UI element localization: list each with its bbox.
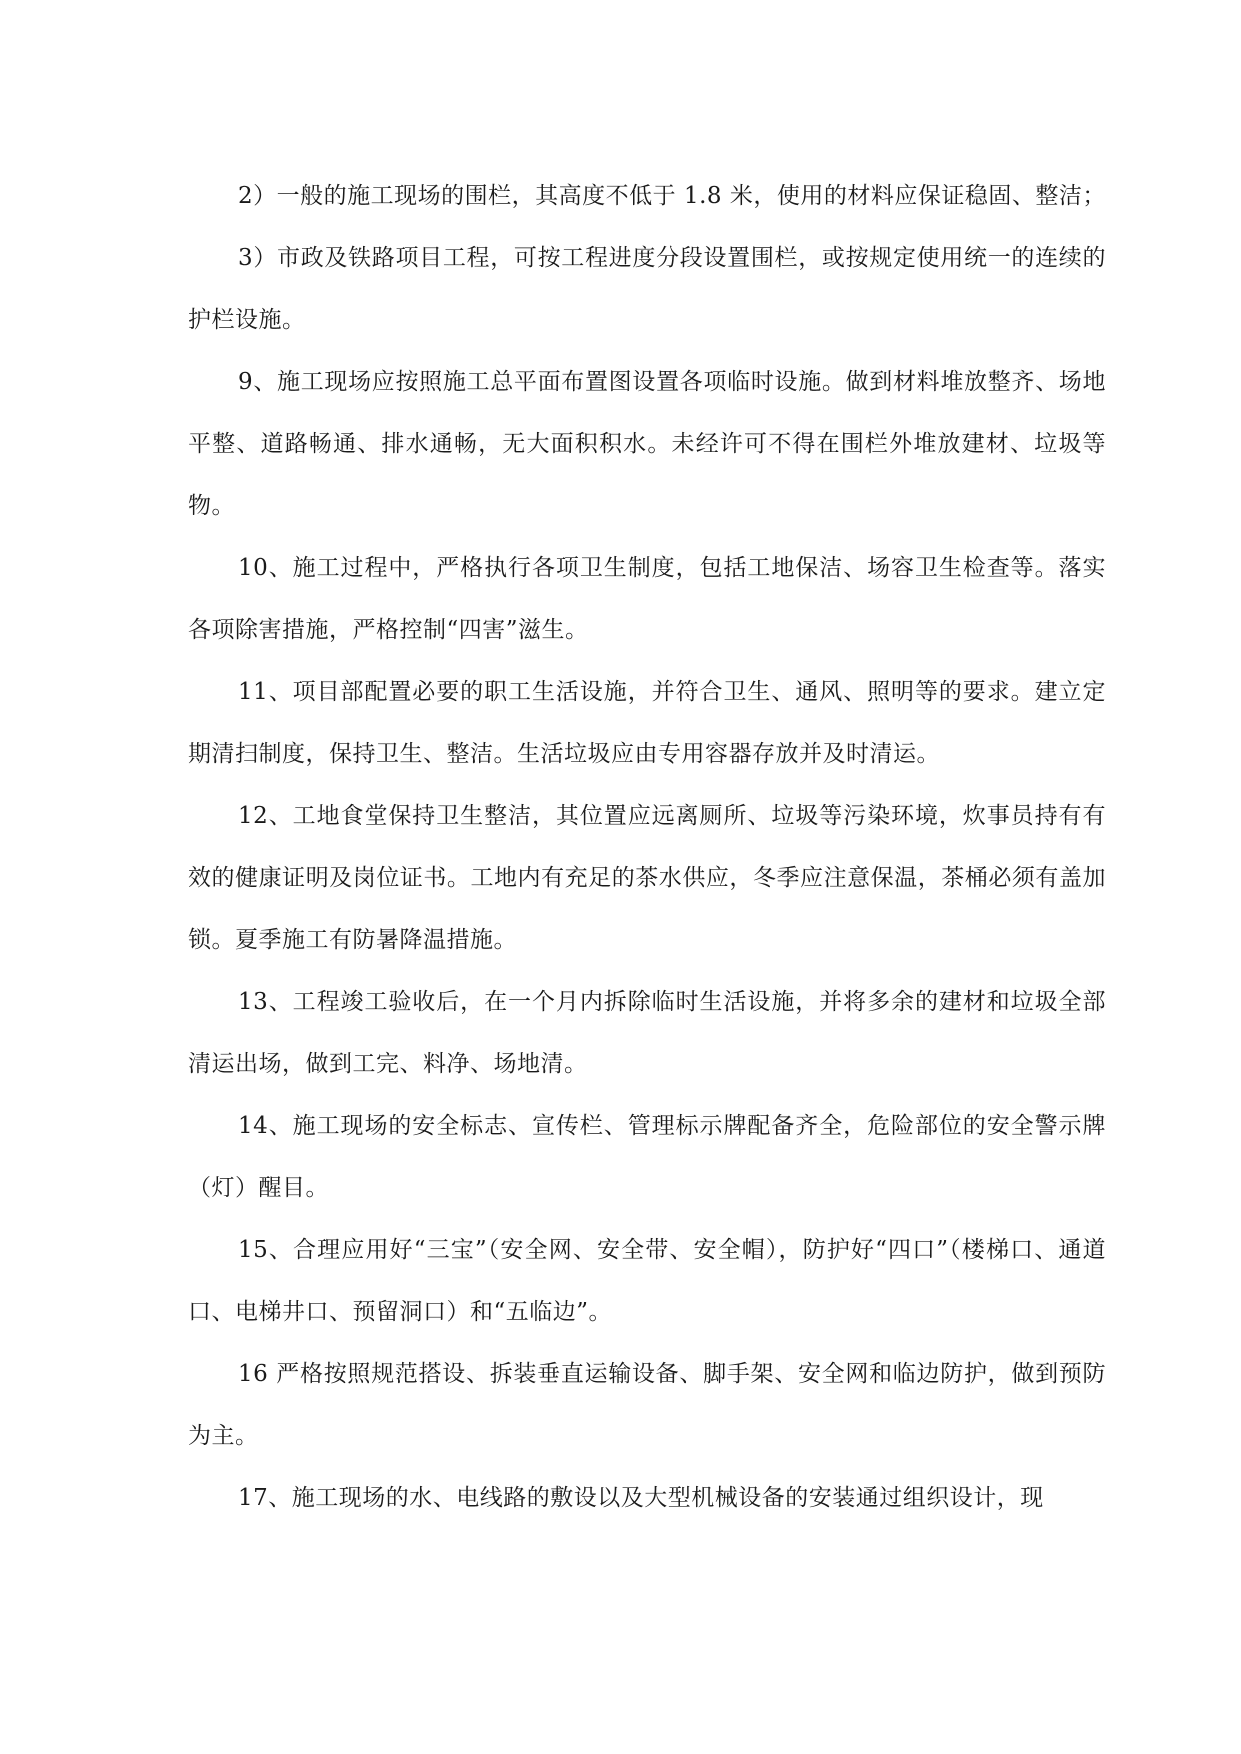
paragraph-item-13: 13、工程竣工验收后，在一个月内拆除临时生活设施，并将多余的建材和垃圾全部清运出场，做到工完、料净、场地清。 [188, 989, 1106, 1077]
paragraph-item-11: 11、项目部配置必要的职工生活设施，并符合卫生、通风、照明等的要求。建立定期清扫制度，保持卫生、整洁。生活垃圾应由专用容器存放并及时清运。 [188, 679, 1106, 767]
paragraph-item-9: 9、施工现场应按照施工总平面布置图设置各项临时设施。做到材料堆放整齐、场地平整、道路畅通、排水通畅，无大面积积水。未经许可不得在围栏外堆放建材、垃圾等物。 [188, 369, 1106, 519]
paragraph-fence-height: 2）一般的施工现场的围栏，其高度不低于 1.8 米，使用的材料应保证稳固、整洁； [238, 183, 1106, 209]
paragraph-item-17: 17、施工现场的水、电线路的敷设以及大型机械设备的安装通过组织设计，现 [238, 1485, 1044, 1511]
paragraph-item-14: 14、施工现场的安全标志、宣传栏、管理标示牌配备齐全，危险部位的安全警示牌（灯）醒目。 [188, 1113, 1106, 1201]
paragraph-item-16: 16 严格按照规范搭设、拆装垂直运输设备、脚手架、安全网和临边防护，做到预防为主。 [188, 1361, 1106, 1449]
paragraph-item-15: 15、合理应用好“三宝”（安全网、安全带、安全帽），防护好“四口”（楼梯口、通道口、电梯井口、预留洞口）和“五临边”。 [188, 1237, 1106, 1325]
paragraph-item-10: 10、施工过程中，严格执行各项卫生制度，包括工地保洁、场容卫生检查等。落实各项除害措施，严格控制“四害”滋生。 [188, 555, 1106, 643]
paragraph-municipal-railway: 3）市政及铁路项目工程，可按工程进度分段设置围栏，或按规定使用统一的连续的护栏设施。 [188, 245, 1106, 333]
document-body [188, 165, 1106, 1529]
paragraph-item-12: 12、工地食堂保持卫生整洁，其位置应远离厕所、垃圾等污染环境，炊事员持有有效的健康证明及岗位证书。工地内有充足的茶水供应，冬季应注意保温，茶桶必须有盖加锁。夏季施工有防暑降温措施。 [188, 803, 1106, 953]
